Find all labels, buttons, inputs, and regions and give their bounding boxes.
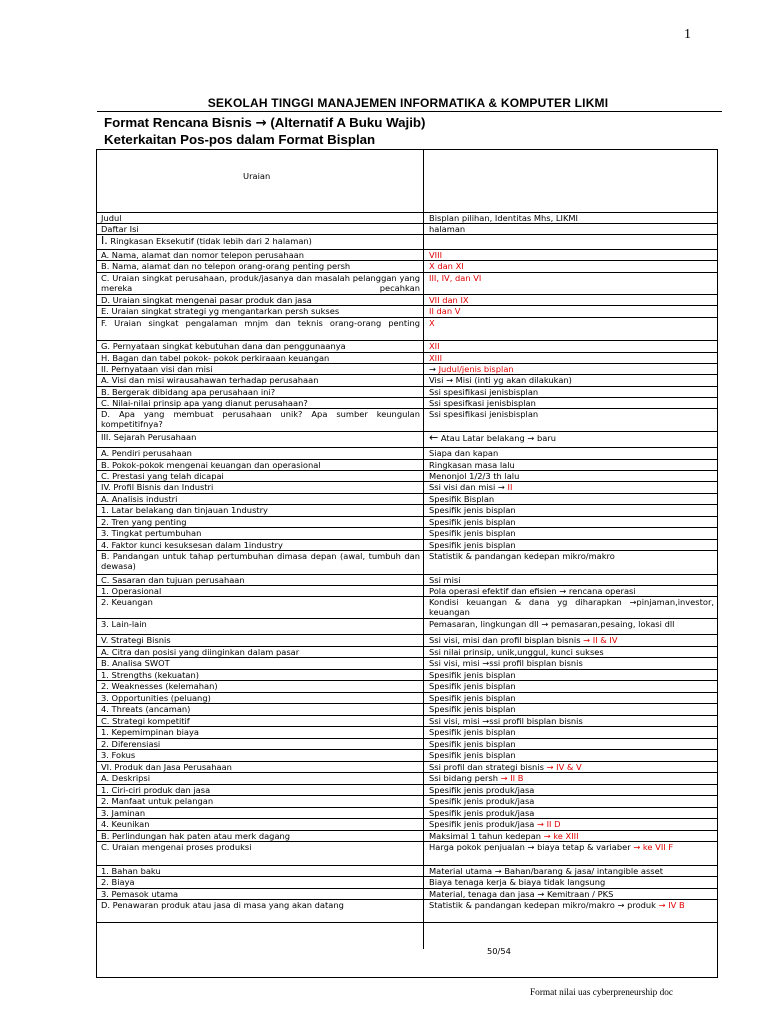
uraian-cell	[97, 877, 423, 888]
uraian-text: IV. Profil Bisnis dan Industri	[101, 482, 214, 492]
keterkaitan-cell	[423, 635, 717, 646]
header-uraian: Uraian	[243, 171, 271, 181]
bisplan-table	[96, 149, 718, 978]
uraian-text: 1. Operasional	[101, 586, 162, 596]
keterkaitan-cell	[423, 375, 717, 386]
uraian-text: A. Visi dan misi wirausahawan terhadap perusahaan	[101, 375, 319, 385]
uraian-text: Daftar Isi	[101, 224, 139, 234]
keterkaitan-cell	[423, 762, 717, 772]
uraian-text: H. Bagan dan tabel pokok- pokok perkiraaan keuangan	[101, 353, 330, 363]
keterkaitan-text: Statistik & pandangan kedepan mikro/makro	[429, 551, 615, 561]
uraian-text: 2. Diferensiasi	[101, 739, 161, 749]
table-row	[97, 647, 717, 658]
reference-text: X dan XI	[429, 261, 464, 271]
keterkaitan-text: Spesifik jenis produk/jasa	[429, 808, 535, 818]
uraian-text: 4. Threats (ancaman)	[101, 704, 191, 714]
uraian-cell	[97, 364, 423, 374]
keterkaitan-cell	[423, 647, 717, 657]
table-page-number: 50/54	[487, 946, 511, 956]
keterkaitan-cell	[423, 318, 717, 340]
table-row	[97, 551, 717, 575]
reference-text: → ke VII F	[633, 842, 674, 852]
keterkaitan-cell	[423, 704, 717, 715]
table-row	[97, 619, 717, 635]
keterkaitan-cell	[423, 739, 717, 749]
table-row	[97, 494, 717, 505]
reference-text: → II D	[537, 819, 561, 829]
keterkaitan-text: Spesifik jenis bisplan	[429, 505, 516, 515]
keterkaitan-cell	[423, 306, 717, 317]
table-row	[97, 693, 717, 704]
uraian-text: Judul	[101, 213, 122, 223]
keterkaitan-text: Ssi profil dan strategi bisnis	[429, 762, 547, 772]
uraian-cell	[97, 693, 423, 703]
uraian-cell	[97, 681, 423, 692]
keterkaitan-cell	[423, 460, 717, 470]
keterkaitan-cell	[423, 693, 717, 703]
reference-text: XII	[429, 341, 440, 351]
uraian-text: 3. Tingkat pertumbuhan	[101, 528, 202, 538]
reference-text: → IV & V	[546, 762, 582, 772]
uraian-text: VI. Produk dan Jasa Perusahaan	[101, 762, 232, 772]
uraian-cell	[97, 540, 423, 550]
reference-text: VII dan IX	[429, 295, 469, 305]
uraian-text: 1. Latar belakang dan tinjauan 1ndustry	[101, 505, 268, 515]
reference-text: XIII	[429, 353, 443, 363]
keterkaitan-cell	[423, 819, 717, 830]
keterkaitan-text: Ringkasan masa lalu	[429, 460, 515, 470]
uraian-text: 3. Pemasok utama	[101, 889, 179, 899]
uraian-cell	[97, 796, 423, 807]
keterkaitan-cell	[423, 250, 717, 260]
keterkaitan-cell	[423, 681, 717, 692]
uraian-text: B. Analisa SWOT	[101, 658, 170, 668]
table-row	[97, 831, 717, 842]
keterkaitan-cell	[423, 295, 717, 305]
uraian-cell	[97, 889, 423, 899]
keterkaitan-text: Ssi spesifkasi jenisbisplan	[429, 398, 536, 408]
uraian-cell	[97, 658, 423, 669]
uraian-text: C. Prestasi yang telah dicapai	[101, 471, 224, 481]
table-row	[97, 681, 717, 693]
uraian-text: D. Uraian singkat mengenai pasar produk dan jasa	[101, 295, 312, 305]
table-row	[97, 900, 717, 923]
uraian-cell	[97, 295, 423, 305]
uraian-cell	[97, 575, 423, 585]
keterkaitan-text: Spesifik jenis bisplan	[429, 704, 516, 714]
keterkaitan-text: Statistik & pandangan kedepan mikro/makro → produk	[429, 900, 659, 910]
uraian-text: B. Pokok-pokok mengenai keuangan dan operasional	[101, 460, 321, 470]
uraian-cell	[97, 505, 423, 516]
uraian-cell	[97, 224, 423, 234]
school-name-heading: SEKOLAH TINGGI MANAJEMEN INFORMATIKA & KOMPUTER LIKMI	[207, 96, 609, 110]
uraian-text: 3. Jaminan	[101, 808, 146, 818]
keterkaitan-text: Ssi bidang persh	[429, 773, 501, 783]
uraian-cell	[97, 482, 423, 493]
table-row	[97, 387, 717, 398]
uraian-cell	[97, 517, 423, 527]
keterkaitan-cell	[423, 727, 717, 738]
uraian-cell	[97, 866, 423, 876]
uraian-cell	[97, 341, 423, 352]
table-row	[97, 877, 717, 889]
reference-text: II dan V	[429, 306, 461, 316]
keterkaitan-cell	[423, 900, 717, 922]
table-row	[97, 460, 717, 471]
heading-rule	[97, 111, 722, 112]
uraian-text: 3. Fokus	[101, 750, 136, 760]
uraian-text: 3. Opportunities (peluang)	[101, 693, 211, 703]
table-row	[97, 842, 717, 866]
footer-filename: Format nilai uas cyberpreneurship doc	[530, 988, 674, 998]
keterkaitan-cell	[423, 213, 717, 223]
keterkaitan-text: Ssi misi	[429, 575, 461, 585]
table-row	[97, 318, 717, 341]
keterkaitan-text: Spesifik jenis bisplan	[429, 693, 516, 703]
keterkaitan-cell	[423, 505, 717, 516]
page-number: 1	[684, 27, 691, 42]
table-row	[97, 375, 717, 387]
keterkaitan-text: Spesifik jenis bisplan	[429, 750, 516, 760]
keterkaitan-text: Ssi spesifikasi jenisbisplan	[429, 387, 539, 397]
uraian-text: C. Strategi kompetitif	[101, 716, 190, 726]
keterkaitan-cell	[423, 261, 717, 272]
keterkaitan-cell	[423, 670, 717, 680]
keterkaitan-cell	[423, 432, 717, 447]
uraian-cell	[97, 398, 423, 408]
uraian-text: C. Uraian singkat perusahaan, produk/jasanya dan masalah pelanggan yang mereka pecahkan	[101, 273, 420, 293]
table-row	[97, 235, 717, 250]
keterkaitan-text: Harga pokok penjualan → biaya tetap & variaber	[429, 842, 634, 852]
keterkaitan-cell	[423, 540, 717, 550]
table-row	[97, 586, 717, 597]
uraian-cell	[97, 432, 423, 447]
reference-text: X	[429, 318, 435, 328]
uraian-text: A. Deskripsi	[101, 773, 151, 783]
uraian-text: C. Sasaran dan tujuan perusahaan	[101, 575, 245, 585]
keterkaitan-text: Spesifik jenis bisplan	[429, 540, 516, 550]
keterkaitan-cell	[423, 551, 717, 574]
keterkaitan-text: Spesifik jenis produk/jasa	[429, 785, 535, 795]
keterkaitan-text: Siapa dan kapan	[429, 448, 499, 458]
keterkaitan-text: Spesifik jenis bisplan	[429, 517, 516, 527]
keterkaitan-text: Kondisi keuangan & dana yg diharapkan →pinjaman,investor, keuangan	[429, 597, 714, 617]
table-row	[97, 517, 717, 528]
uraian-cell	[97, 842, 423, 865]
table-row	[97, 306, 717, 318]
keterkaitan-cell	[423, 586, 717, 596]
uraian-cell	[97, 318, 423, 340]
keterkaitan-text: Ssi visi dan misi →	[429, 482, 508, 492]
uraian-cell	[97, 773, 423, 784]
table-row	[97, 224, 717, 235]
uraian-cell	[97, 448, 423, 459]
keterkaitan-cell	[423, 619, 717, 634]
uraian-text: D. Apa yang membuat perusahaan unik? Apa sumber keungulan kompetitifnya?	[101, 409, 420, 429]
uraian-text: 3. Lain-lain	[101, 619, 147, 629]
keterkaitan-text: Ssi spesifikasi jenisbisplan	[429, 409, 539, 419]
table-row	[97, 727, 717, 739]
uraian-text: A. Analisis industri	[101, 494, 178, 504]
uraian-text: 4. Keunikan	[101, 819, 150, 829]
keterkaitan-cell	[423, 785, 717, 795]
table-row	[97, 540, 717, 551]
reference-text: VIII	[429, 250, 443, 260]
uraian-text: E. Uraian singkat strategi yg mengantarkan persh sukses	[101, 306, 340, 316]
uraian-text: A. Pendiri perusahaan	[101, 448, 192, 458]
table-row	[97, 409, 717, 432]
reference-text: III, IV, dan VI	[429, 273, 482, 283]
keterkaitan-cell	[423, 575, 717, 585]
reference-text: II	[507, 482, 513, 492]
uraian-cell	[97, 716, 423, 726]
uraian-text: 2. Tren yang penting	[101, 517, 187, 527]
uraian-cell	[97, 635, 423, 646]
keterkaitan-cell	[423, 808, 717, 818]
uraian-text: 2. Weaknesses (kelemahan)	[101, 681, 218, 691]
section-number: I.	[101, 235, 108, 247]
uraian-text: V. Strategi Bisnis	[101, 635, 171, 645]
uraian-cell	[97, 551, 423, 574]
uraian-text: 2. Biaya	[101, 877, 135, 887]
table-row	[97, 482, 717, 494]
uraian-cell	[97, 471, 423, 481]
keterkaitan-text: Material, tenaga dan jasa → Kemitraan / PKS	[429, 889, 614, 899]
table-row	[97, 670, 717, 681]
keterkaitan-cell	[423, 658, 717, 669]
table-row	[97, 364, 717, 375]
uraian-text: A. Citra dan posisi yang diinginkan dalam pasar	[101, 647, 300, 657]
keterkaitan-text: Biaya tenaga kerja & biaya tidak langsung	[429, 877, 606, 887]
uraian-cell	[97, 261, 423, 272]
uraian-cell	[97, 387, 423, 397]
keterkaitan-cell	[423, 528, 717, 539]
keterkaitan-text: Menonjol 1/2/3 th lalu	[429, 471, 520, 481]
uraian-cell	[97, 670, 423, 680]
keterkaitan-cell	[423, 773, 717, 784]
uraian-text: F. Uraian singkat pengalaman mnjm dan teknis orang-orang penting	[101, 318, 420, 328]
table-row	[97, 808, 717, 819]
table-row	[97, 635, 717, 647]
keterkaitan-cell	[423, 387, 717, 397]
keterkaitan-cell	[423, 398, 717, 408]
uraian-cell	[97, 819, 423, 830]
keterkaitan-cell	[423, 716, 717, 726]
table-row	[97, 750, 717, 762]
table-row	[97, 432, 717, 448]
keterkaitan-text: Spesifik jenis bisplan	[429, 528, 516, 538]
uraian-cell	[97, 808, 423, 818]
table-row	[97, 597, 717, 619]
title-part-1: Format Rencana Bisnis	[104, 115, 252, 130]
uraian-cell	[97, 409, 423, 431]
uraian-text: G. Pernyataan singkat kebutuhan dana dan penggunaanya	[101, 341, 346, 351]
uraian-cell	[97, 619, 423, 634]
keterkaitan-cell	[423, 409, 717, 431]
uraian-cell	[97, 213, 423, 223]
uraian-text: II. Pernyataan visi dan misi	[101, 364, 213, 374]
keterkaitan-cell	[423, 517, 717, 527]
keterkaitan-cell	[423, 494, 717, 504]
uraian-cell	[97, 460, 423, 470]
uraian-cell	[97, 494, 423, 504]
keterkaitan-text: Spesifik jenis bisplan	[429, 681, 516, 691]
table-row	[97, 739, 717, 750]
table-row	[97, 261, 717, 273]
uraian-cell	[97, 750, 423, 761]
keterkaitan-text: Pemasaran, lingkungan dll → pemasaran,pesaing, lokasi dll	[429, 619, 675, 629]
keterkaitan-text: Pola operasi efektif dan efisien → rencana operasi	[429, 586, 636, 596]
uraian-cell	[97, 739, 423, 749]
reference-text: → IV B	[658, 900, 685, 910]
uraian-text: A. Nama, alamat dan nomor telepon perusahaan	[101, 250, 304, 260]
uraian-text: B. Bergerak dibidang apa perusahaan ini?	[101, 387, 276, 397]
keterkaitan-text: Spesifik jenis produk/jasa	[429, 819, 537, 829]
reference-text: → II B	[500, 773, 524, 783]
uraian-cell	[97, 375, 423, 386]
uraian-cell	[97, 235, 423, 249]
keterkaitan-text: Spesifik jenis bisplan	[429, 727, 516, 737]
uraian-cell	[97, 647, 423, 657]
uraian-text: 2. Keuangan	[101, 597, 153, 607]
table-row	[97, 796, 717, 808]
table-row	[97, 398, 717, 409]
keterkaitan-text: halaman	[429, 224, 466, 234]
uraian-text: B. Nama, alamat dan no telepon orang-orang penting persh	[101, 261, 351, 271]
table-row	[97, 528, 717, 540]
table-row	[97, 658, 717, 670]
keterkaitan-text: Bisplan pilihan, Identitas Mhs, LIKMI	[429, 213, 578, 223]
keterkaitan-text: Spesifik Bisplan	[429, 494, 495, 504]
table-row	[97, 213, 717, 224]
uraian-text: B. Perlindungan hak paten atau merk dagang	[101, 831, 291, 841]
keterkaitan-text: Maksimal 1 tahun kedepan	[429, 831, 544, 841]
document-title	[104, 115, 425, 131]
uraian-text: 1. Kepemimpinan biaya	[101, 727, 199, 737]
table-row	[97, 575, 717, 586]
table-row	[97, 295, 717, 306]
table-row	[97, 250, 717, 261]
table-row	[97, 762, 717, 773]
table-row	[97, 273, 717, 295]
reference-text: Judul/jenis bisplan	[438, 364, 514, 374]
uraian-text: 1. Ciri-ciri produk dan jasa	[101, 785, 211, 795]
keterkaitan-text: Atau Latar belakang → baru	[438, 433, 556, 443]
uraian-cell	[97, 785, 423, 795]
keterkaitan-cell	[423, 796, 717, 807]
reference-text: → II & IV	[583, 635, 618, 645]
keterkaitan-cell	[423, 224, 717, 234]
arrow-icon: →	[429, 364, 439, 374]
keterkaitan-text: Spesifik jenis bisplan	[429, 739, 516, 749]
uraian-text: 1. Bahan baku	[101, 866, 161, 876]
table-row	[97, 866, 717, 877]
keterkaitan-text: Spesifik jenis produk/jasa	[429, 796, 535, 806]
table-row	[97, 889, 717, 900]
table-row	[97, 785, 717, 796]
uraian-text: III. Sejarah Perusahaan	[101, 432, 197, 442]
table-body	[97, 213, 717, 923]
uraian-text: 1. Strengths (kekuatan)	[101, 670, 199, 680]
keterkaitan-cell	[423, 750, 717, 761]
keterkaitan-text: Ssi visi, misi →ssi profil bisplan bisnis	[429, 658, 583, 668]
uraian-text: 4. Faktor kunci kesuksesan dalam 1industry	[101, 540, 283, 550]
keterkaitan-cell	[423, 353, 717, 363]
keterkaitan-text: Ssi visi, misi →ssi profil bisplan bisnis	[429, 716, 583, 726]
uraian-text: Ringkasan Eksekutif (tidak lebih dari 2 halaman)	[107, 236, 312, 246]
table-row	[97, 773, 717, 785]
arrow-icon: ←	[429, 432, 439, 444]
uraian-cell	[97, 831, 423, 841]
uraian-cell	[97, 586, 423, 596]
uraian-cell	[97, 273, 423, 294]
uraian-text: C. Nilai-nilai prinsip apa yang dianut perusahaan?	[101, 398, 308, 408]
keterkaitan-text: Spesifik jenis bisplan	[429, 670, 516, 680]
keterkaitan-cell	[423, 877, 717, 888]
uraian-cell	[97, 597, 423, 618]
title-part-2: (Alternatif A Buku Wajib)	[270, 115, 426, 130]
uraian-cell	[97, 900, 423, 922]
uraian-cell	[97, 727, 423, 738]
uraian-text: 2. Manfaat untuk pelangan	[101, 796, 214, 806]
uraian-cell	[97, 528, 423, 539]
table-row	[97, 704, 717, 716]
table-row	[97, 819, 717, 831]
uraian-cell	[97, 306, 423, 317]
keterkaitan-cell	[423, 341, 717, 352]
uraian-cell	[97, 250, 423, 260]
keterkaitan-cell	[423, 866, 717, 876]
keterkaitan-text: Ssi nilai prinsip, unik,unggul, kunci sukses	[429, 647, 604, 657]
keterkaitan-cell	[423, 235, 717, 249]
keterkaitan-cell	[423, 471, 717, 481]
title-arrow-icon: →	[255, 116, 267, 131]
uraian-cell	[97, 704, 423, 715]
keterkaitan-cell	[423, 842, 717, 865]
keterkaitan-cell	[423, 364, 717, 374]
uraian-text: C. Uraian mengenai proses produksi	[101, 842, 252, 852]
keterkaitan-cell	[423, 831, 717, 841]
keterkaitan-cell	[423, 889, 717, 899]
keterkaitan-cell	[423, 448, 717, 459]
keterkaitan-cell	[423, 597, 717, 618]
keterkaitan-text: Visi → Misi (inti yg akan dilakukan)	[429, 375, 572, 385]
table-header	[97, 150, 717, 213]
table-row	[97, 471, 717, 482]
document-subtitle: Keterkaitan Pos-pos dalam Format Bisplan	[104, 132, 376, 147]
keterkaitan-cell	[423, 482, 717, 493]
reference-text: → ke XIII	[543, 831, 579, 841]
keterkaitan-text: Material utama → Bahan/barang & jasa/ intangible asset	[429, 866, 663, 876]
table-row	[97, 448, 717, 460]
table-row	[97, 353, 717, 364]
table-row	[97, 341, 717, 353]
table-row	[97, 716, 717, 727]
uraian-cell	[97, 762, 423, 772]
keterkaitan-text: Ssi visi, misi dan profil bisplan bisnis	[429, 635, 584, 645]
uraian-cell	[97, 353, 423, 363]
uraian-text: B. Pandangan untuk tahap pertumbuhan dimasa depan (awal, tumbuh dan dewasa)	[101, 551, 420, 571]
uraian-text: D. Penawaran produk atau jasa di masa yang akan datang	[101, 900, 344, 910]
keterkaitan-cell	[423, 273, 717, 294]
table-row	[97, 505, 717, 517]
